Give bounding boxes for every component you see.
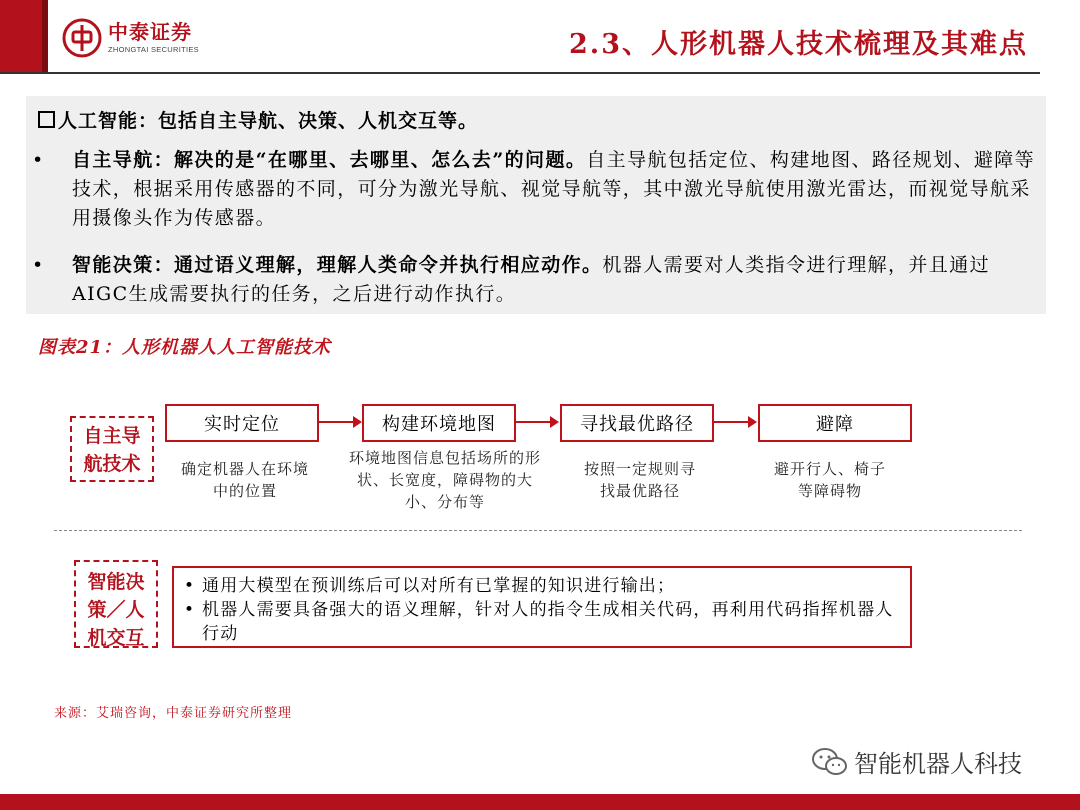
- step-description: 确定机器人在环境中的位置: [180, 460, 309, 500]
- intro-panel: [26, 96, 1046, 314]
- logo-en-text: ZHONGTAI SECURITIES: [108, 45, 199, 55]
- step-box: [165, 404, 319, 442]
- bullet-text: 自主导航包括定位、构建地图、路径规划、避障等技术，根据采用传感器的不同，可分为激光导航、视觉导航等，其中激光导航使用激光雷达，而视觉导航采用摄像头作为传感器。: [72, 149, 1036, 229]
- ai-point: [184, 574, 900, 598]
- footer-bar: [0, 794, 1080, 810]
- figure-caption: 图表21：人形机器人人工智能技术: [38, 337, 332, 358]
- step-description: 按照一定规则寻找最优路径: [583, 460, 696, 500]
- flow-arrow: [714, 421, 755, 423]
- flow-arrow: [319, 421, 360, 423]
- checkbox-square-icon: [38, 111, 55, 128]
- bullet-bold-text: 智能决策：通过语义理解，理解人类命令并执行相应动作。: [72, 254, 603, 276]
- nav-tech-label: [70, 416, 154, 482]
- intro-heading: [38, 106, 478, 133]
- section-separator: [54, 530, 1022, 531]
- step-box: [758, 404, 912, 442]
- step-box: [362, 404, 516, 442]
- wechat-icon: [810, 746, 850, 778]
- header-divider: [0, 72, 1040, 74]
- ai-point-text: 通用大模型在预训练后可以对所有已掌握的知识进行输出；: [202, 576, 676, 596]
- ai-points-box: [172, 566, 912, 648]
- step-label: 实时定位: [204, 414, 280, 435]
- ai-point: [184, 598, 900, 646]
- intro-bullet: [32, 146, 1044, 233]
- header-accent-bar: [0, 0, 48, 72]
- step-description: 环境地图信息包括场所的形状、长宽度，障碍物的大小、分布等: [348, 449, 541, 511]
- watermark: [810, 744, 1022, 779]
- nav-tech-label-text: 自主导航技术: [83, 425, 141, 475]
- bullet-dot-icon: •: [32, 254, 45, 276]
- source-note: 来源：艾瑞咨询，中泰证券研究所整理: [54, 706, 293, 721]
- bullet-dot-icon: •: [184, 576, 196, 596]
- step-label: 避障: [816, 414, 854, 435]
- step-description: 避开行人、椅子等障碍物: [773, 460, 886, 500]
- step-label: 构建环境地图: [382, 414, 496, 435]
- step-label: 寻找最优路径: [580, 414, 694, 435]
- ai-decision-label-text: 智能决策／人机交互: [87, 571, 145, 649]
- company-logo: [62, 18, 199, 58]
- ai-point-text: 机器人需要具备强大的语义理解，针对人的指令生成相关代码，再利用代码指挥机器人行动: [202, 600, 894, 644]
- step-box: [560, 404, 714, 442]
- ai-decision-label: [74, 560, 158, 648]
- intro-heading-text: 人工智能：包括自主导航、决策、人机交互等。: [58, 110, 479, 132]
- flow-arrow: [516, 421, 557, 423]
- bullet-bold-text: 自主导航：解决的是“在哪里、去哪里、怎么去”的问题。: [72, 149, 587, 171]
- intro-bullet: [32, 251, 1044, 309]
- logo-cn-text: 中泰证券: [108, 20, 192, 45]
- bullet-text: 机器人需要对人类指令进行理解，并且通过AIGC生成需要执行的任务，之后进行动作执行。: [72, 254, 991, 305]
- bullet-dot-icon: •: [184, 600, 196, 620]
- watermark-text: 智能机器人科技: [854, 750, 1022, 778]
- page-title: 2.3、人形机器人技术梳理及其难点: [569, 29, 1028, 60]
- bullet-dot-icon: •: [32, 149, 45, 171]
- logo-icon: [62, 18, 102, 58]
